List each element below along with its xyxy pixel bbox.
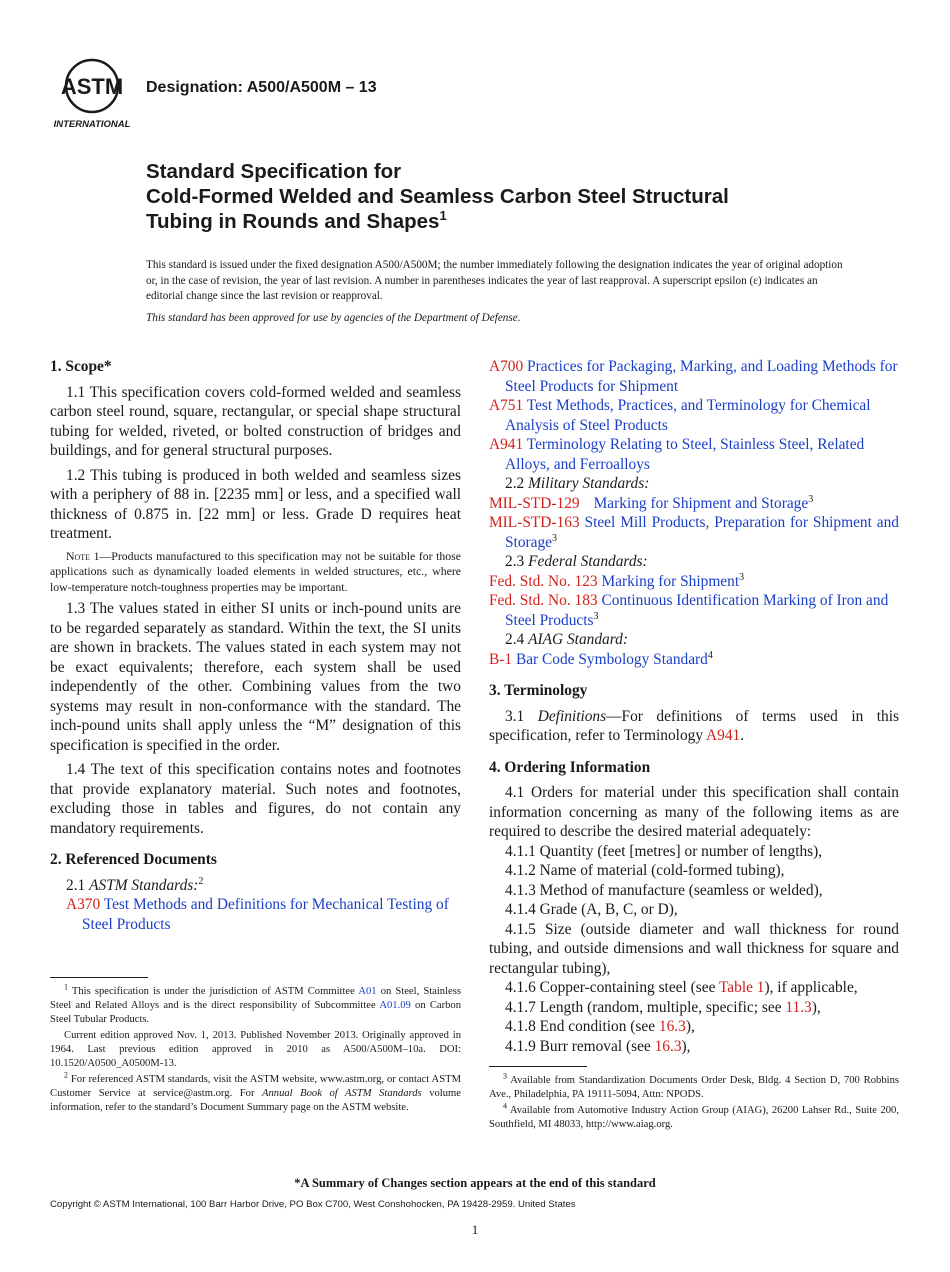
- footnote-mark: 3: [552, 532, 558, 544]
- title-line-2: Cold-Formed Welded and Seamless Carbon Steel Structural: [146, 185, 729, 208]
- link-mil-std-129[interactable]: MIL-STD-129: [489, 494, 580, 512]
- reference-mil-std-129: [489, 494, 899, 514]
- title-line-3-text: Tubing in Rounds and Shapes: [146, 210, 440, 233]
- link-a700[interactable]: A700: [489, 358, 524, 375]
- document-title: [146, 159, 886, 234]
- section-heading-referenced: 2. Referenced Documents: [50, 851, 217, 868]
- title-line-3: [146, 209, 886, 234]
- link-16-3[interactable]: 16.3: [658, 1018, 686, 1035]
- item-text: ),: [681, 1037, 691, 1055]
- footnote-mark: 2: [198, 875, 204, 887]
- link-a941-title[interactable]: Terminology Relating to Steel, Stainless Steel, Related Alloys, and Ferroalloys: [505, 436, 865, 473]
- reference-a700: [489, 357, 899, 396]
- title-line-1: Standard Specification for: [146, 160, 402, 183]
- page-number: 1: [471, 1222, 479, 1237]
- section-heading-scope: 1. Scope*: [50, 358, 112, 375]
- approval-statement: This standard has been approved for use by agencies of the Department of Defense.: [146, 312, 521, 324]
- link-b-1-title[interactable]: Bar Code Symbology Standard: [512, 650, 708, 668]
- subsection-label: ASTM Standards:: [89, 876, 199, 894]
- link-a700-title[interactable]: Practices for Packaging, Marking, and Loading Methods for Steel Products for Shipment: [505, 358, 898, 395]
- link-fed-std-183-title[interactable]: Continuous Identification Marking of Iron and Steel Products: [505, 592, 889, 629]
- note-label: Note: [66, 548, 91, 563]
- link-a751-title[interactable]: Test Methods, Practices, and Terminology for Chemical Analysis of Steel Products: [505, 397, 871, 434]
- definitions-text: —For definitions of terms used in this specification, refer to Terminology: [489, 707, 899, 744]
- link-a941-terminology[interactable]: A941: [706, 727, 741, 744]
- link-16-3-burr[interactable]: 16.3: [654, 1037, 682, 1055]
- reference-a941: [489, 435, 899, 474]
- left-column: [50, 357, 461, 934]
- link-a751[interactable]: A751: [489, 397, 524, 414]
- subsection-2-3: [489, 552, 899, 572]
- reference-a370: [50, 895, 461, 934]
- footnote-italic: Annual Book of ASTM Standards: [262, 1088, 422, 1099]
- footnote-2: [50, 1070, 461, 1115]
- footnote-mark: 2: [64, 1070, 68, 1080]
- footnote-mark: 3: [503, 1071, 507, 1081]
- summary-of-changes-note: *A Summary of Changes section appears at the end of this standard: [294, 1176, 656, 1190]
- footnote-divider-left: [50, 977, 148, 978]
- footnote-mark: 3: [808, 493, 814, 505]
- footnote-divider-right: [489, 1066, 587, 1067]
- item-text: ),: [811, 998, 821, 1016]
- link-fed-std-183[interactable]: Fed. Std. No. 183: [489, 592, 598, 609]
- link-fed-std-123-title[interactable]: Marking for Shipment: [597, 572, 740, 590]
- footnote-mark: 4: [503, 1101, 507, 1111]
- subsection-number: 2.1: [66, 876, 90, 894]
- logo-subtext: INTERNATIONAL: [53, 119, 131, 130]
- footnotes-left: [50, 982, 462, 1117]
- paragraph-1-1: 1.1 This specification covers cold-formed welded and seamless carbon steel round, square, rectangular, or special shape structural tubing for welded, riveted, or bolted construction of bridges and buildings, and for general structural purposes.: [50, 383, 461, 459]
- reference-mil-std-163: [489, 513, 899, 552]
- item-4-1-2: 4.1.2 Name of material (cold-formed tubing),: [505, 862, 785, 879]
- footnote-mark: 3: [739, 571, 745, 583]
- item-4-1-4: 4.1.4 Grade (A, B, C, or D),: [505, 901, 678, 918]
- subsection-2-1: [50, 876, 461, 896]
- paragraph-1-2: 1.2 This tubing is produced in both welded and seamless sizes with a periphery of 88 in. [2235 mm] or less, and a specified wall thickness of 0.875 in. [22 mm] or less. Grade D requires heat treatment.: [50, 466, 461, 542]
- paragraph-4-1: 4.1 Orders for material under this specification shall contain information concerning as many of the following items as are required to describe the desired material adequately:: [489, 784, 899, 840]
- item-4-1-1: 4.1.1 Quantity (feet [metres] or number of lengths),: [505, 842, 823, 860]
- footnote-1: [50, 982, 462, 1027]
- item-4-1-5: 4.1.5 Size (outside diameter and wall thickness for round tubing, and outside dimensions and wall thickness for square and rectangular tubing),: [489, 920, 899, 977]
- item-4-1-6: [489, 978, 899, 998]
- subsection-number: 2.3: [505, 553, 529, 570]
- link-a941[interactable]: A941: [489, 436, 524, 453]
- item-text: ),: [685, 1018, 695, 1035]
- subsection-2-4: [489, 630, 899, 650]
- right-column: [489, 357, 899, 1056]
- footnotes-right: [489, 1071, 899, 1134]
- footnote-text: Available from Standardization Documents Order Desk, Bldg. 4 Section D, 700 Robbins Ave., Philadelphia, PA 19111-5094, Attn: NPODS.: [489, 1075, 899, 1100]
- copyright-notice: Copyright © ASTM International, 100 Barr Harbor Drive, PO Box C700, West Conshohocken, PA 19428-2959. United States: [50, 1199, 576, 1210]
- link-table-1[interactable]: Table 1: [718, 979, 765, 996]
- subsection-number: 2.2: [505, 475, 529, 492]
- section-heading-terminology: 3. Terminology: [489, 682, 588, 699]
- issuance-statement: This standard is issued under the fixed designation A500/A500M; the number immediately following the designation indicates the year of original adoption or, in the case of revision, the year of last revision. A number in parentheses indicates the year of last reapproval. A superscript epsilon (ε) indicates an editorial change since the last revision or reapproval.: [146, 259, 843, 302]
- item-4-1-8: [489, 1017, 899, 1037]
- item-text: 4.1.7 Length (random, multiple, specific; see: [505, 998, 786, 1016]
- link-mil-std-163[interactable]: MIL-STD-163: [489, 514, 580, 531]
- footnote-4: [489, 1101, 899, 1132]
- astm-logo: [50, 56, 134, 130]
- item-text: ), if applicable,: [764, 979, 858, 996]
- footnote-text: For referenced ASTM standards, visit the ASTM website, www.astm.org, or contact ASTM Customer Service at service@astm.org. For: [50, 1074, 461, 1099]
- link-11-3[interactable]: 11.3: [785, 998, 812, 1016]
- item-4-1-3: 4.1.3 Method of manufacture (seamless or welded),: [505, 881, 823, 899]
- designation: Designation: A500/A500M – 13: [146, 79, 377, 96]
- link-mil-std-129-title[interactable]: Marking for Shipment and Storage: [593, 494, 809, 512]
- footnote-text: on Carbon Steel Tubular Products.: [50, 1000, 462, 1025]
- footnote-mark: 1: [64, 982, 68, 992]
- footnote-text: on Steel, Stainless Steel and Related Alloys and is the direct responsibility of Subcommittee: [50, 986, 461, 1011]
- reference-fed-std-123: [489, 572, 899, 592]
- section-heading-ordering: 4. Ordering Information: [489, 758, 651, 776]
- paragraph-1-3: 1.3 The values stated in either SI units or inch-pound units are to be regarded separately as standard. Within the text, the SI units are shown in brackets. The values stated in each system may not be exact equivalents; therefore, each system shall be used independently of the other. Combining values from the two systems may result in non-conformance with the standard. The inch-pound units shall apply unless the “M” designation of this specification is specified in the order.: [50, 600, 461, 754]
- item-4-1-7: [489, 998, 899, 1018]
- paragraph-1-4: 1.4 The text of this specification contains notes and footnotes that provide explanatory material. Such notes and footnotes, excluding those in tables and figures, do not contain any mandatory requirements.: [50, 761, 461, 837]
- link-mil-std-163-title[interactable]: Steel Mill Products, Preparation for Shipment and Storage: [505, 514, 899, 551]
- note-text: 1—Products manufactured to this specification may not be suitable for those applications such as dynamically loaded elements in welded structures, etc., where low-temperature notch-toughness properties may be important.: [50, 548, 461, 594]
- paragraph-3-1: [489, 707, 899, 746]
- footnote-1-edition: Current edition approved Nov. 1, 2013. Published November 2013. Originally approved in 1964. Last previous edition approved in 2010 as A500/A500M–10a. DOI: 10.1520/A0500_A0500M-13.: [50, 1030, 461, 1069]
- reference-b-1: [489, 650, 899, 670]
- link-a01[interactable]: A01: [358, 986, 377, 997]
- item-text: 4.1.8 End condition (see: [505, 1018, 659, 1035]
- link-a370[interactable]: A370: [66, 896, 101, 913]
- footnote-mark: 3: [593, 610, 599, 622]
- footnote-3: [489, 1071, 899, 1102]
- logo-text: ASTM: [60, 74, 124, 99]
- subsection-2-2: [489, 474, 899, 494]
- reference-a751: [489, 396, 899, 435]
- footnote-text: volume information, refer to the standard’s Document Summary page on the ASTM website.: [50, 1088, 461, 1113]
- definitions-end: .: [740, 727, 745, 744]
- link-a370-title[interactable]: Test Methods and Definitions for Mechanical Testing of Steel Products: [82, 896, 449, 933]
- footnote-text: This specification is under the jurisdiction of ASTM Committee: [68, 986, 359, 997]
- link-fed-std-123[interactable]: Fed. Std. No. 123: [489, 572, 598, 590]
- item-text: 4.1.9 Burr removal (see: [505, 1037, 655, 1055]
- subsection-label: AIAG Standard:: [528, 631, 628, 648]
- item-text: 4.1.6 Copper-containing steel (see: [505, 979, 719, 996]
- note-1: [50, 549, 461, 596]
- item-4-1-9: [489, 1037, 899, 1057]
- reference-fed-std-183: [489, 591, 899, 630]
- definitions-label: Definitions: [537, 707, 607, 725]
- title-footnote-mark: 1: [439, 208, 447, 224]
- footnote-text: Available from Automotive Industry Action Group (AIAG), 26200 Lahser Rd., Suite 200, Southfield, MI 48033, http://www.aiag.org.: [489, 1105, 899, 1130]
- footnote-mark: 4: [707, 649, 713, 661]
- subsection-label: Federal Standards:: [528, 553, 648, 570]
- subsection-label: Military Standards:: [528, 475, 650, 492]
- subsection-number: 3.1: [505, 707, 538, 725]
- subsection-number: 2.4: [505, 631, 529, 648]
- link-b-1[interactable]: B-1: [489, 650, 513, 668]
- link-a01-09[interactable]: A01.09: [379, 1000, 411, 1011]
